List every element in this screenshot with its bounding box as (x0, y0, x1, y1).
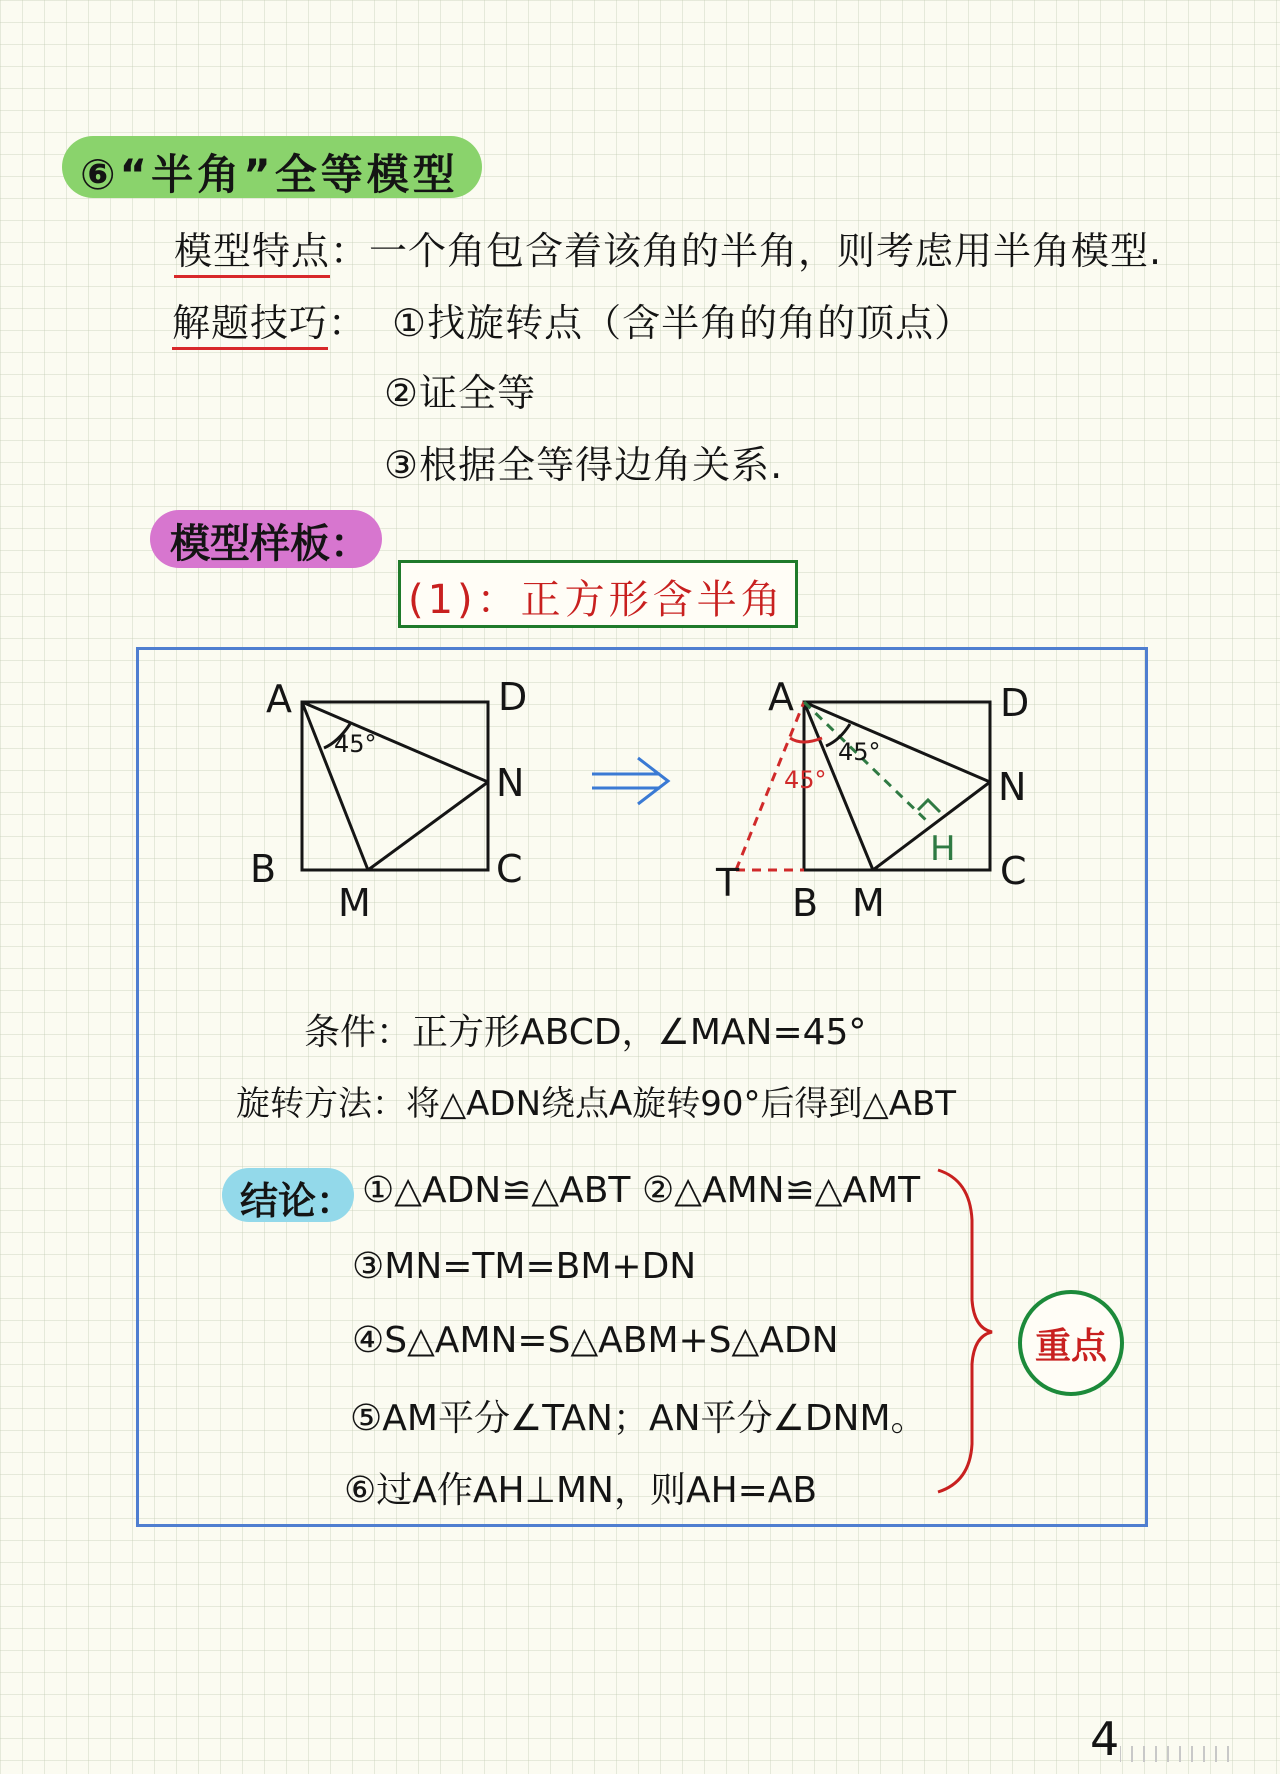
conclusion-item-3: ③MN=TM=BM+DN (352, 1246, 697, 1287)
right-angle-mark (918, 800, 940, 812)
keypoint-stamp: 重点 (1018, 1290, 1124, 1396)
right-label-n: N (998, 765, 1027, 809)
tips-step-3: ③根据全等得边角关系. (384, 443, 784, 487)
conclusion-label: 结论： (240, 1179, 355, 1223)
geometry-diagram (138, 660, 1138, 960)
page-binding (1120, 1744, 1240, 1764)
conclusion-item-4: ④S△AMN=S△ABM+S△ADN (352, 1320, 839, 1361)
left-square (302, 702, 488, 870)
page-number: 4 (1090, 1712, 1120, 1766)
conclusion-item-6: ⑥过A作AH⊥MN，则AH=AB (344, 1470, 818, 1511)
left-label-n: N (496, 761, 525, 805)
conclusion-item-1: ①△ADN≌△ABT (362, 1170, 631, 1211)
right-red-arc (790, 738, 822, 742)
tips-line: 解题技巧： (172, 292, 367, 347)
right-label-d: D (1000, 681, 1030, 725)
right-label-c: C (1000, 849, 1027, 893)
conclusion-item-2: ②△AMN≌△AMT (642, 1170, 921, 1211)
right-angle-label-black: 45° (838, 738, 881, 766)
conclusion-item-5: ⑤AM平分∠TAN；AN平分∠DNM。 (350, 1398, 927, 1439)
condition-text: 条件：正方形ABCD，∠MAN=45° (304, 1012, 867, 1053)
right-label-a: A (768, 675, 794, 719)
template-label: 模型样板： (170, 521, 370, 567)
tips-step-1: ①找旋转点（含半角的角的顶点） (392, 301, 974, 345)
left-figure (302, 702, 488, 870)
right-label-m: M (852, 881, 885, 925)
left-angle-label: 45° (334, 730, 377, 758)
rotation-text: 旋转方法：将△ADN绕点A旋转90°后得到△ABT (236, 1084, 957, 1124)
left-label-m: M (338, 881, 371, 925)
features-label: 模型特点 (174, 229, 330, 278)
transform-arrow (592, 758, 668, 804)
left-line-mn (368, 782, 488, 870)
conclusion-brace (920, 1160, 1000, 1500)
left-label-d: D (498, 675, 528, 719)
left-label-c: C (496, 847, 523, 891)
features-text: ：一个角包含着该角的半角，则考虑用半角模型. (330, 229, 1163, 273)
case-title: (1)：正方形含半角 (408, 577, 785, 623)
left-label-a: A (266, 677, 292, 721)
features-line (174, 220, 1162, 275)
right-angle-label-red: 45° (784, 766, 827, 794)
left-label-b: B (250, 847, 277, 891)
right-label-h: H (930, 829, 956, 869)
tips-label: 解题技巧 (172, 301, 328, 350)
right-label-t: T (716, 861, 740, 905)
page-title: ⑥“半角”全等模型 (80, 150, 459, 199)
tips-step-2: ②证全等 (384, 371, 537, 415)
right-label-b: B (792, 881, 819, 925)
